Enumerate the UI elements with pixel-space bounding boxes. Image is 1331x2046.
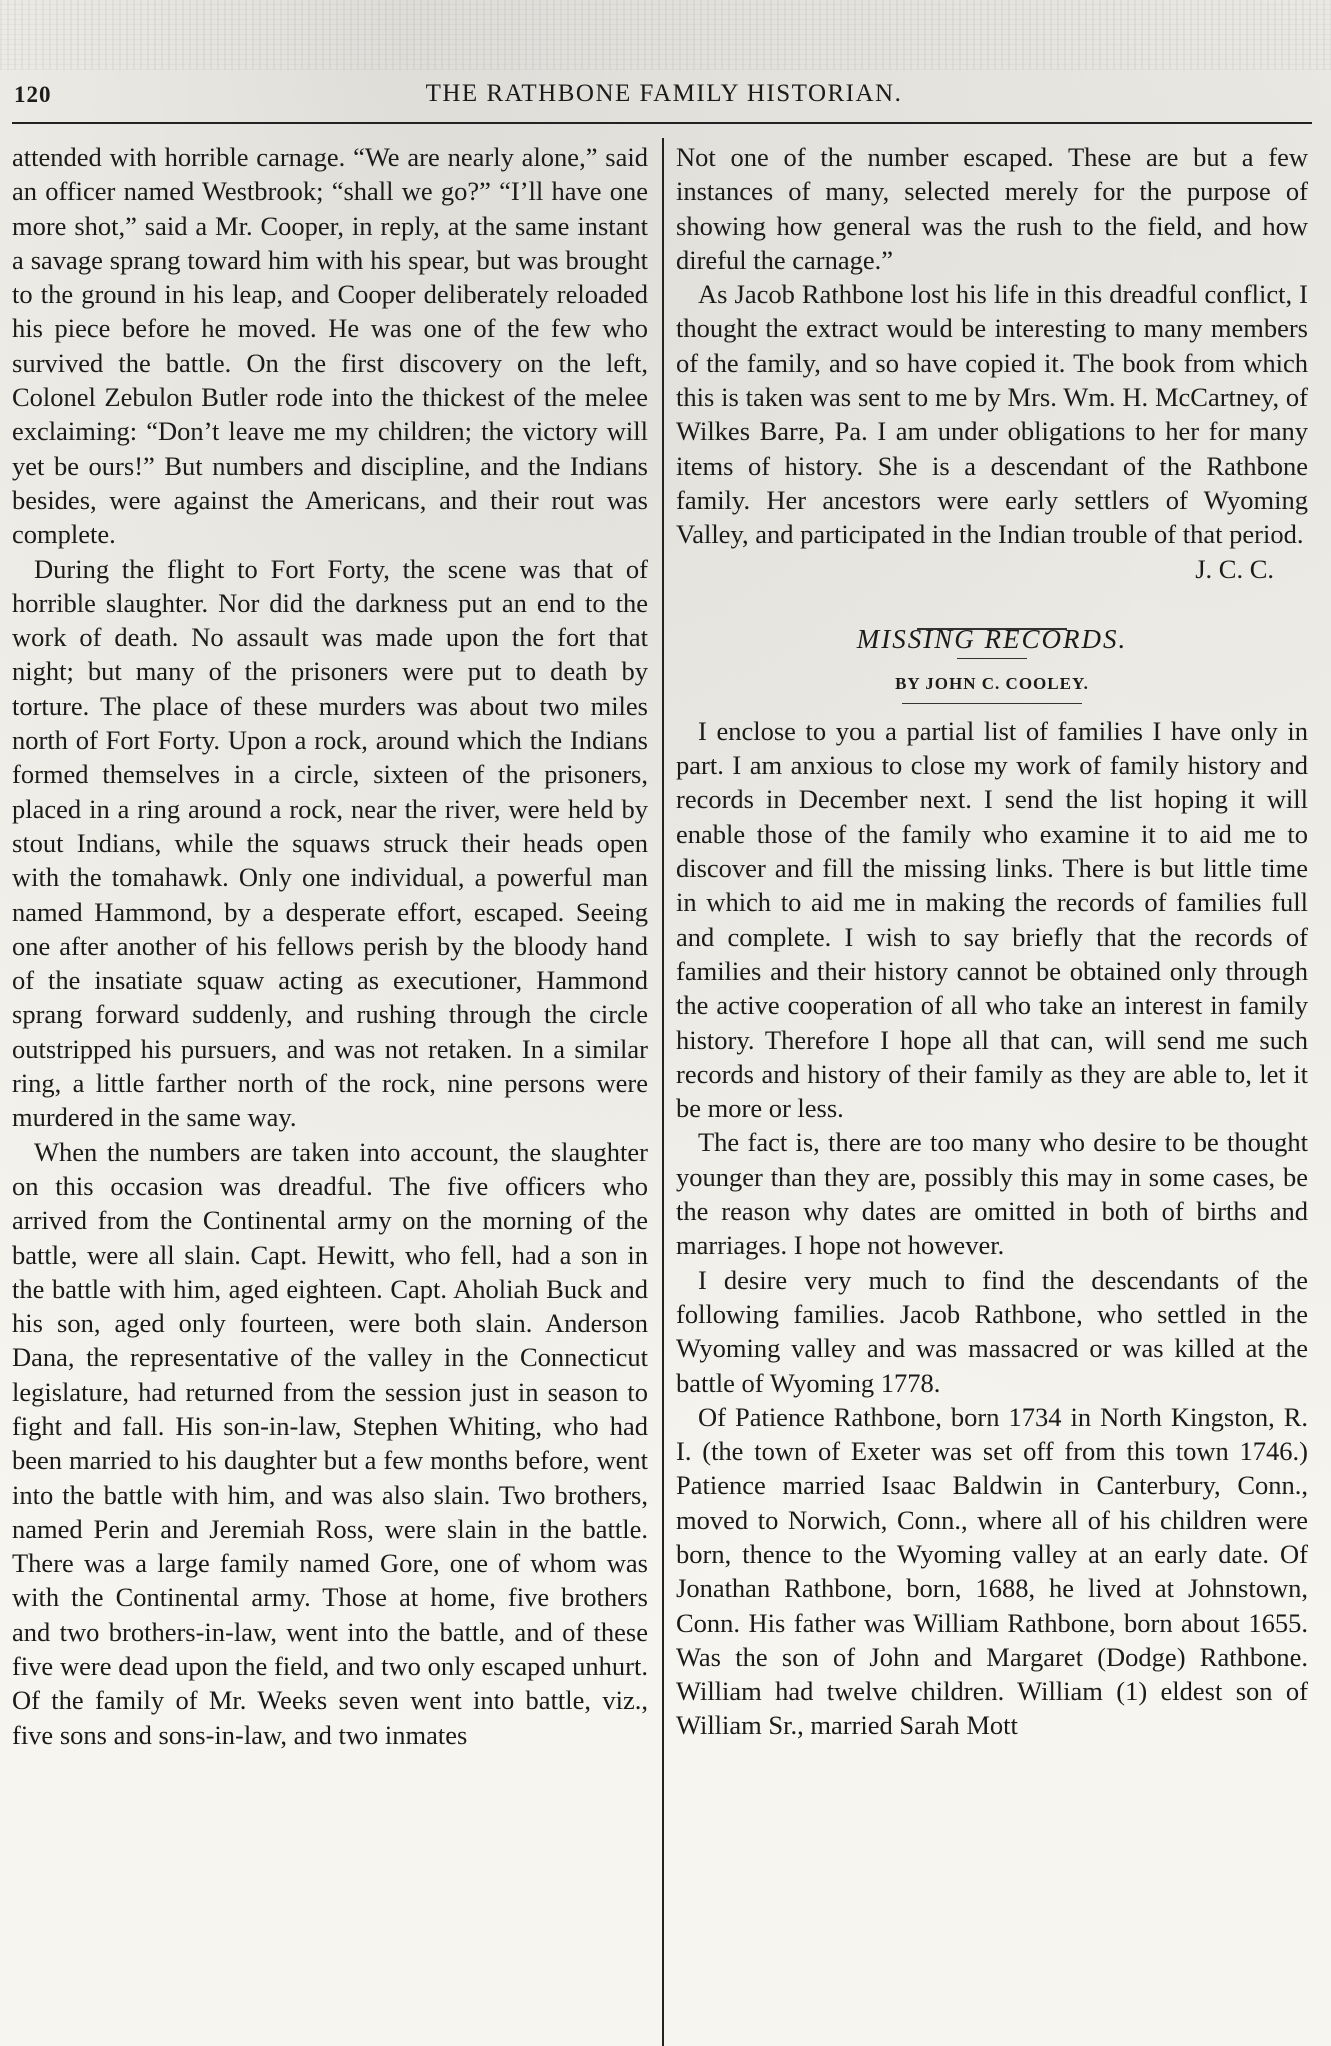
page-number: 120 bbox=[14, 82, 52, 107]
left-paragraph-2: During the flight to Fort Forty, the scene was that of horrible slaughter. Nor did the darkness put an end to the work of death. No assault was made upon the fort that night; but many of the prisoners were put to death by torture. The place of these murders was about two miles north of Fort Forty. Upon a rock, around which the Indians formed themselves in a circle, sixteen of the prisoners, placed in a ring around a rock, near the river, were held by stout Indians, while the squaws struck their heads open with the tomahawk. Only one individual, a powerful man named Hammond, by a desperate effort, escaped. Seeing one after another of his fellows perish by the bloody hand of the insatiate squaw acting as executioner, Hammond sprang forward suddenly, and rushing through the circle outstripped his pursuers, and was not retaken. In a similar ring, a little farther north of the rock, nine persons were murdered in the same way. bbox=[12, 553, 648, 1133]
running-title: THE RATHBONE FAMILY HISTORIAN. bbox=[425, 80, 903, 107]
right-paragraph-1: Not one of the number escaped. These are but a few instances of many, selected merely for the purpose of showing how general was the rush to the field, and how direful the carnage.” bbox=[676, 142, 1308, 275]
section-divider bbox=[676, 596, 1308, 614]
right-paragraph-2: As Jacob Rathbone lost his life in this dreadful conflict, I thought the extract would be interesting to many members of the family, and so have copied it. The book from which this is taken was sent to me by Mrs. Wm. H. McCartney, of Wilkes Barre, Pa. I am under obligations to her for many items of history. She is a descendant of the Rathbone family. Her ancestors were early settlers of Wyoming Valley, and participated in the Indian trouble of that period. bbox=[676, 279, 1308, 550]
missing-records-paragraph-4: Of Patience Rathbone, born 1734 in North Kingston, R. I. (the town of Exeter was set off from this town 1746.) Patience married Isaac Baldwin in Canterbury, Conn., moved to Norwich, Conn., where all of his children were born, thence to the Wyoming valley at an early date. Of Jonathan Rathbone, born, 1688, he lived at Johnstown, Conn. His father was William Rathbone, born about 1655. Was the son of John and Margaret (Dodge) Rathbone. William had twelve children. William (1) eldest son of William Sr., married Sarah Mott bbox=[676, 1401, 1308, 1741]
scan-noise-band bbox=[0, 0, 1331, 70]
page-header bbox=[14, 78, 1314, 118]
byline: BY JOHN C. COOLEY. bbox=[895, 673, 1089, 693]
missing-records-paragraph-1: I enclose to you a partial list of families I have only in part. I am anxious to close my work of family history and records in December next. I send the list hoping it will enable those of the family who examine it to aid me to discover and fill the missing links. There is but little time in which to aid me in making the records of families full and complete. I wish to say briefly that the records of families and their history cannot be obtained only through the active cooperation of all who take an interest in family history. Therefore I hope all that can, will send me such records and history of their family as they are able to, let it be more or less. bbox=[676, 715, 1308, 1124]
header-rule bbox=[12, 122, 1312, 124]
missing-records-paragraph-3: I desire very much to find the descendants of the following families. Jacob Rathbone, who settled in the Wyoming valley and was massacred or was killed at the battle of Wyoming 1778. bbox=[676, 1264, 1308, 1398]
signature: J. C. C. bbox=[1195, 553, 1274, 584]
title-underline bbox=[957, 658, 1027, 659]
right-column bbox=[676, 140, 1308, 1743]
missing-records-paragraph-2: The fact is, there are too many who desire to be thought younger than they are, possibly this may in some cases, be the reason why dates are omitted in both of births and marriages. I hope not however. bbox=[676, 1127, 1308, 1261]
byline-rule bbox=[902, 703, 1082, 704]
left-column bbox=[12, 140, 648, 1752]
left-paragraph-3: When the numbers are taken into account, the slaughter on this occasion was dreadful. The five officers who arrived from the Continental army on the morning of the battle, were all slain. Capt. Hewitt, who fell, had a son in the battle with him, aged eighteen. Capt. Aholiah Buck and his son, aged only fourteen, were both slain. Anderson Dana, the representative of the valley in the Connecticut legislature, had returned from the session just in season to fight and fall. His son-in-law, Stephen Whiting, who had been married to his daughter but a few months before, went into the battle with him, and was also slain. Two brothers, named Perin and Jeremiah Ross, were slain in the battle. There was a large family named Gore, one of whom was with the Continental army. Those at home, five brothers and two brothers-in-law, went into the battle, and of these five were dead upon the field, and two only escaped unhurt. Of the family of Mr. Weeks seven went into battle, viz., five sons and sons-in-law, and two inmates bbox=[12, 1136, 648, 1750]
column-divider bbox=[662, 138, 664, 2046]
left-paragraph-1: attended with horrible carnage. “We are nearly alone,” said an officer named Westbrook; “shall we go?” “I’ll have one more shot,” said a Mr. Cooper, in reply, at the same instant a savage sprang toward him with his spear, but was brought to the ground in his leap, and Cooper deliberately reloaded his piece before he moved. He was one of the few who survived the battle. On the first discovery on the left, Colonel Zebulon Butler rode into the thickest of the melee exclaiming: “Don’t leave me my children; the victory will yet be ours!” But numbers and discipline, and the Indians besides, were against the Americans, and their rout was complete. bbox=[12, 142, 648, 550]
section-title: MISSING RECORDS. bbox=[856, 623, 1128, 654]
